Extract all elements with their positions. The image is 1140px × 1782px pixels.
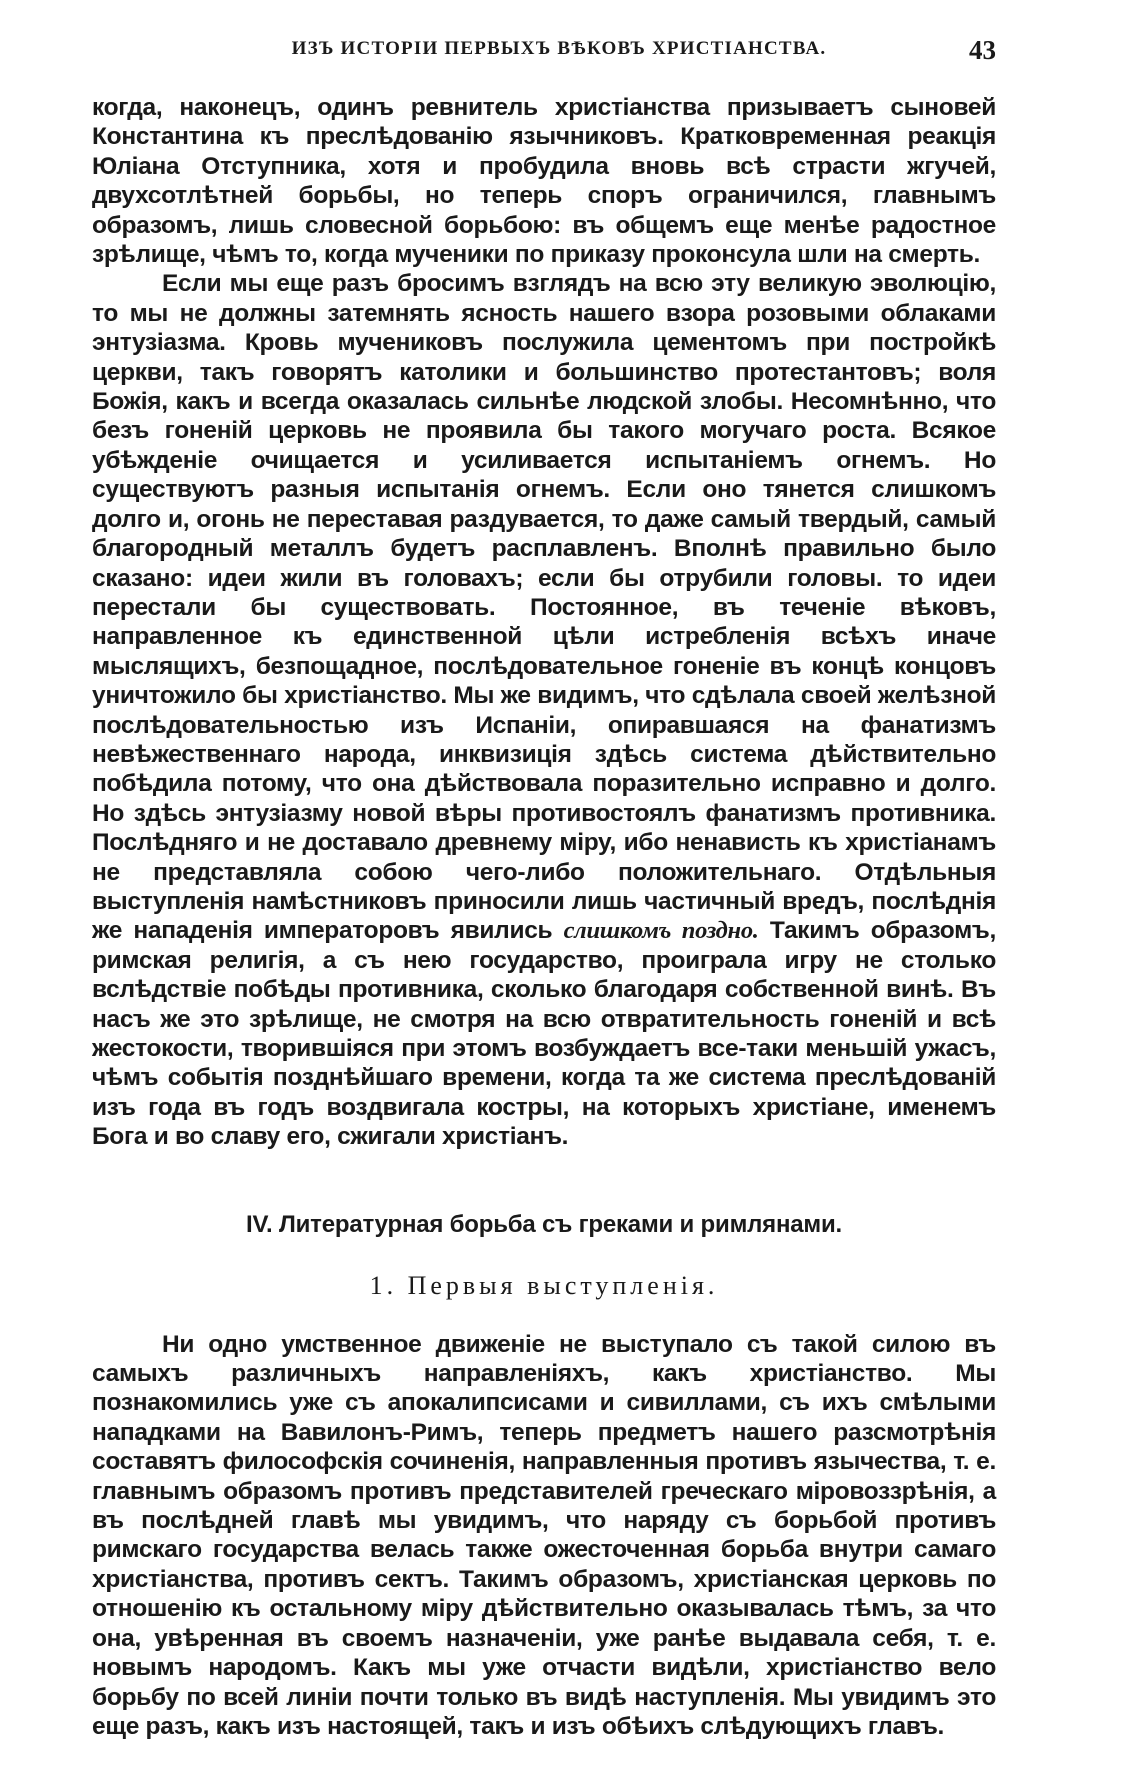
running-title: ИЗЪ ИСТОРІИ ПЕРВЫХЪ ВѢКОВЪ ХРИСТІАНСТВА. xyxy=(291,38,827,59)
paragraph-2-italic-phrase: слишкомъ поздно. xyxy=(563,917,759,945)
running-header xyxy=(92,35,996,68)
paragraph-2-text-a: Если мы еще разъ бросимъ взглядъ на всю эту великую эволюцію, то мы не должны затемнять ясность нашего взора розовыми облаками энтузіазма. Кровь мучениковъ послужила цементомъ при постройкѣ церкви, такъ говорятъ католики и большинство протестантовъ; воля Божія, какъ и всегда оказалась сильнѣе людской злобы. Несомнѣнно, что безъ гоненій церковь не проявила бы такого могучаго роста. Всякое убѣжденіе очищается и усиливается испытаніемъ огнемъ. Но существуютъ разныя испытанія огнемъ. Если оно тянется слишкомъ долго и, огонь не переставая раздувается, то даже самый твердый, самый благородный металлъ будетъ расплавленъ. Вполнѣ правильно было сказано: идеи жили въ головахъ; если бы отрубили головы. то идеи перестали бы существовать. Постоянное, въ теченіе вѣковъ, направленное къ единственной цѣли истребленія всѣхъ иначе мыслящихъ, безпощадное, послѣдовательное гоненіе въ концѣ концовъ уничтожило бы христіанство. Мы же видимъ, что сдѣлала своей желѣзной послѣдовательностью изъ Испаніи, опиравшаяся на фанатизмъ невѣжественнаго народа, инквизиція здѣсь система дѣйствительно побѣдила потому, что она дѣйствовала поразительно исправно и долго. Но здѣсь энтузіазму новой вѣры противостоялъ фанатизмъ противника. Послѣдняго и не доставало древнему міру, ибо ненависть къ христіанамъ не представляла собою чего-либо положительнаго. Отдѣльныя выступленія намѣстниковъ приносили лишь частичный вредъ, послѣднія же нападенія императоровъ явились xyxy=(92,270,996,945)
paragraph-3: Ни одно умственное движеніе не выступало съ такой силою въ самыхъ различныхъ направленіяхъ, какъ христіанство. Мы познакомились уже съ апокалипсисами и сивиллами, съ ихъ смѣлыми нападками на Вавилонъ-Римъ, теперь предметъ нашего разсмотрѣнія составятъ философскія сочиненія, направленныя противъ язычества, т. е. главнымъ образомъ противъ представителей греческаго міровоззрѣнія, а въ послѣдней главѣ мы увидимъ, что наряду съ борьбой противъ римскаго государства велась также ожесточенная борьба внутри самаго христіанства, противъ сектъ. Такимъ образомъ, христіанская церковь по отношенію къ остальному міру дѣйствительно оказывалась тѣмъ, за что она, увѣренная въ своемъ назначеніи, уже ранѣе выдавала себя, т. е. новымъ народомъ. Какъ мы уже отчасти видѣли, христіанство вело борьбу по всей линіи почти только въ видѣ наступленія. Мы увидимъ это еще разъ, какъ изъ настоящей, такъ и изъ обѣихъ слѣдующихъ главъ. xyxy=(92,1330,996,1740)
page-number: 43 xyxy=(969,35,996,65)
paragraph-2 xyxy=(92,269,996,1151)
paragraph-2-text-b: Такимъ образомъ, римская религія, а съ нею государство, проиграла игру не столько вслѣдствіе побѣды противника, сколько благодаря собственной винѣ. Въ насъ же это зрѣлище, не смотря на всю отвратительность гоненій и всѣ жестокости, творившіяся при этомъ возбуждаетъ все-таки меньшій ужасъ, чѣмъ событія позднѣйшаго времени, когда та же система преслѣдованій изъ года въ годъ воздвигала костры, на которыхъ христіане, именемъ Бога и во славу его, сжигали христіанъ. xyxy=(92,917,996,1151)
subsection-heading: 1. Первыя выступленія. xyxy=(369,1270,719,1300)
paragraph-1: когда, наконецъ, одинъ ревнитель христіанства призываетъ сыновей Константина къ преслѣдованію язычниковъ. Кратковременная реакція Юліана Отступника, хотя и пробудила вновь всѣ страсти жгучей, двухсотлѣтней борьбы, но теперь споръ ограничился, главнымъ образомъ, лишь словесной борьбою: въ общемъ еще менѣе радостное зрѣлище, чѣмъ то, когда мученики по приказу проконсула шли на смерть. xyxy=(92,94,996,269)
section-heading: IV. Литературная борьба съ греками и римлянами. xyxy=(245,1210,842,1238)
text-block xyxy=(92,93,996,1741)
